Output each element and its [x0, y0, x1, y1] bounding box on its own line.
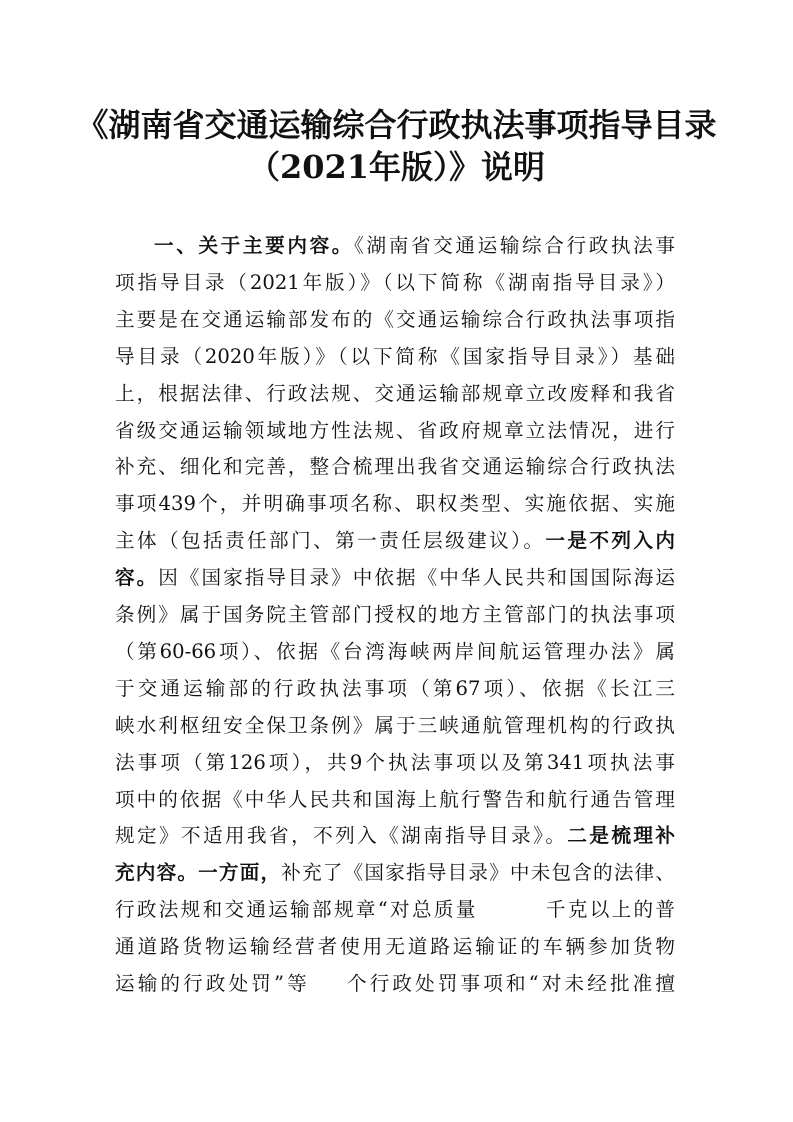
text-run: 省级交通运输领域地方性法规、省政府规章立法情况，进行 [115, 418, 675, 442]
bold-text: 一是不列入内 [545, 529, 676, 553]
body-line [115, 671, 675, 707]
body-line [115, 265, 675, 301]
text-run: 项中的依据《中华人民共和国海上航行警告和航行通告管理 [115, 787, 675, 811]
text-run: 峡水利枢纽安全保卫条例》属于三峡通航管理机构的行政执 [115, 713, 675, 737]
bold-text: 二是梳理补 [567, 824, 676, 848]
bold-text: 一、关于主要内容。 [154, 234, 355, 257]
body-line [115, 413, 675, 449]
text-run: 导目录（2020年版）》（以下简称《国家指导目录》）基础 [115, 344, 675, 368]
body-line [115, 597, 675, 633]
text-run: （第60-66项）、依据《台湾海峡两岸间航运管理办法》属 [115, 639, 675, 663]
text-run: 补充了《国家指导目录》中未包含的法律、 [281, 861, 676, 885]
body-line [115, 782, 675, 818]
body-line [115, 634, 675, 670]
body-line [115, 523, 675, 559]
body-line [154, 228, 675, 264]
text-run: 规定》不适用我省，不列入《湖南指导目录》。 [115, 824, 568, 848]
text-run: 主体（包括责任部门、第一责任层级建议）。 [115, 529, 546, 553]
body-line [115, 818, 675, 854]
body-line [115, 560, 675, 596]
body-line [115, 449, 675, 485]
body-line [115, 929, 675, 965]
text-run: 补充、细化和完善，整合梳理出我省交通运输综合行政执法 [115, 455, 675, 479]
text-run: 项指导目录（2021年版）》（以下简称《湖南指导目录》） [115, 270, 675, 294]
bold-text: 充内容。一方面， [115, 861, 282, 885]
text-run: 事项439个，并明确事项名称、职权类型、实施依据、实施 [115, 492, 675, 516]
text-run: 上，根据法律、行政法规、交通运输部规章立改废释和我省 [115, 381, 675, 405]
body-line [115, 892, 675, 928]
text-run: 千克以上的普 [543, 898, 675, 922]
body-line [115, 339, 675, 375]
body-line [115, 745, 675, 781]
text-run: 主要是在交通运输部发布的《交通运输综合行政执法事项指 [115, 307, 675, 331]
text-run: 行政法规和交通运输部规章“对总质量 [115, 898, 478, 922]
document-title-line-2: （2021年版）》说明 [247, 148, 546, 186]
text-run: 通道路货物运输经营者使用无道路运输证的车辆参加货物 [115, 935, 675, 959]
text-run: 《湖南省交通运输综合行政执法事 [354, 234, 676, 257]
text-run: 因《国家指导目录》中依据《中华人民共和国国际海运 [158, 566, 676, 590]
body-line [115, 376, 675, 412]
body-line [115, 855, 675, 891]
body-line [115, 966, 675, 1002]
text-run: 法事项（第126项），共9个执法事项以及第341项执法事 [115, 750, 675, 774]
text-run: 条例》属于国务院主管部门授权的地方主管部门的执法事项 [115, 603, 675, 626]
document-title-line-1: 《湖南省交通运输综合行政执法事项指导目录 [76, 106, 717, 144]
body-line [115, 708, 675, 744]
text-run: 个行政处罚事项和“对未经批准擅 [343, 972, 675, 995]
text-run: 运输的行政处罚”等 [115, 972, 310, 995]
bold-text: 容。 [115, 566, 159, 590]
body-line [115, 302, 675, 338]
body-line [115, 486, 675, 522]
text-run: 于交通运输部的行政执法事项（第67项）、依据《长江三 [115, 676, 675, 700]
